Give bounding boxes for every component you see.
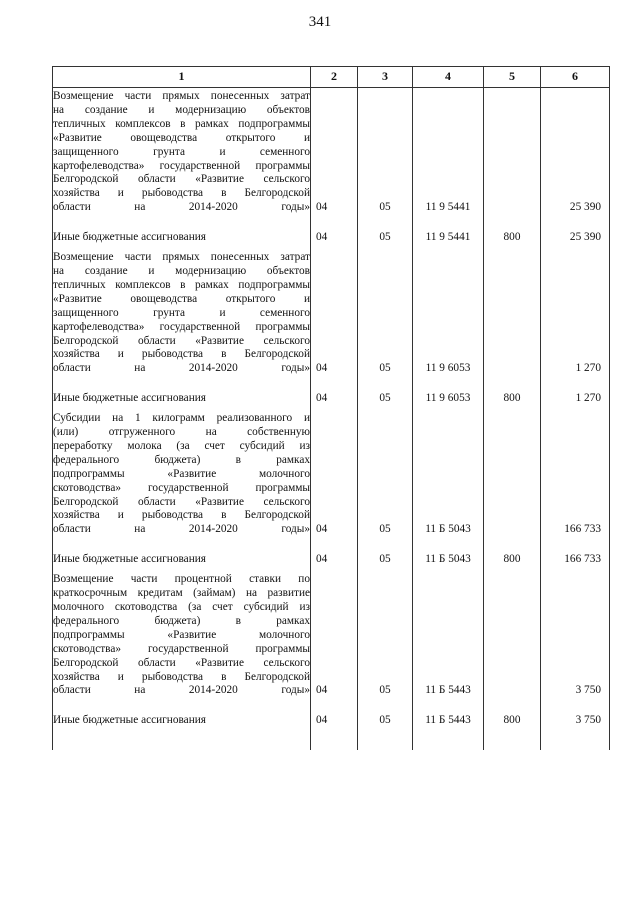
continuation-cell bbox=[413, 732, 484, 750]
cell-subsection: 05 bbox=[358, 218, 413, 249]
cell-target-article: 11 9 5441 bbox=[413, 88, 484, 219]
description-line: на создание и модернизацию объектов bbox=[53, 264, 310, 277]
row-description bbox=[53, 249, 311, 379]
header-col-4: 4 bbox=[413, 67, 484, 88]
description-line: Иные бюджетные ассигнования bbox=[53, 231, 206, 244]
description-line: хозяйства и рыбоводства в Белгородской bbox=[53, 187, 310, 200]
description-line: защищенного грунта и семенного bbox=[53, 145, 310, 158]
table-row bbox=[53, 571, 610, 701]
header-col-1: 1 bbox=[53, 67, 311, 88]
description-line: области на 2014-2020 годы» bbox=[53, 684, 310, 697]
description-line: «Развитие овощеводства открытого и bbox=[53, 131, 310, 144]
table-row bbox=[53, 218, 610, 249]
cell-section: 04 bbox=[311, 540, 358, 571]
description-line: Возмещение части прямых понесенных затрат bbox=[53, 251, 310, 264]
description-line: Иные бюджетные ассигнования bbox=[53, 553, 206, 566]
table-row bbox=[53, 379, 610, 410]
description-line: хозяйства и рыбоводства в Белгородской bbox=[53, 509, 310, 522]
description-line: подпрограммы «Развитие молочного bbox=[53, 467, 310, 480]
cell-section: 04 bbox=[311, 249, 358, 379]
description-line: подпрограммы «Развитие молочного bbox=[53, 628, 310, 641]
table-row bbox=[53, 410, 610, 540]
description-line: картофелеводства» государственной программы bbox=[53, 320, 310, 333]
cell-expense-type bbox=[484, 410, 541, 540]
table-header-row bbox=[53, 67, 610, 88]
description-line: области на 2014-2020 годы» bbox=[53, 362, 310, 375]
description-line: скотоводства» государственной программы bbox=[53, 481, 310, 494]
description-line: федерального бюджета) в рамках bbox=[53, 453, 310, 466]
cell-section: 04 bbox=[311, 410, 358, 540]
description-line: Возмещение части прямых понесенных затрат bbox=[53, 90, 310, 102]
cell-amount: 1 270 bbox=[541, 379, 610, 410]
cell-subsection: 05 bbox=[358, 249, 413, 379]
description-line: федерального бюджета) в рамках bbox=[53, 614, 310, 627]
cell-subsection: 05 bbox=[358, 410, 413, 540]
description-line: Возмещение части процентной ставки по bbox=[53, 573, 310, 586]
cell-target-article: 11 9 6053 bbox=[413, 379, 484, 410]
description-line: области на 2014-2020 годы» bbox=[53, 201, 310, 214]
cell-amount: 166 733 bbox=[541, 540, 610, 571]
cell-expense-type: 800 bbox=[484, 540, 541, 571]
description-line: на создание и модернизацию объектов bbox=[53, 103, 310, 116]
row-description bbox=[53, 88, 311, 219]
description-line: защищенного грунта и семенного bbox=[53, 306, 310, 319]
table-continuation bbox=[53, 732, 610, 750]
continuation-cell bbox=[358, 732, 413, 750]
row-description bbox=[53, 701, 311, 732]
description-line: Субсидии на 1 килограмм реализованного и bbox=[53, 412, 310, 425]
header-col-2: 2 bbox=[311, 67, 358, 88]
cell-subsection: 05 bbox=[358, 379, 413, 410]
description-line: молочного скотоводства (за счет субсидий из bbox=[53, 601, 310, 613]
description-line: Иные бюджетные ассигнования bbox=[53, 714, 206, 727]
cell-expense-type bbox=[484, 88, 541, 219]
cell-target-article: 11 Б 5043 bbox=[413, 540, 484, 571]
page-number: 341 bbox=[308, 14, 332, 30]
table-body bbox=[53, 88, 610, 751]
continuation-cell bbox=[484, 732, 541, 750]
description-line: Белгородской области «Развитие сельского bbox=[53, 334, 310, 347]
continuation-cell bbox=[541, 732, 610, 750]
header-col-5: 5 bbox=[484, 67, 541, 88]
description-line: Иные бюджетные ассигнования bbox=[53, 392, 206, 405]
cell-amount: 3 750 bbox=[541, 571, 610, 701]
cell-section: 04 bbox=[311, 218, 358, 249]
cell-section: 04 bbox=[311, 379, 358, 410]
table-row bbox=[53, 249, 610, 379]
cell-section: 04 bbox=[311, 571, 358, 701]
cell-amount: 166 733 bbox=[541, 410, 610, 540]
cell-section: 04 bbox=[311, 88, 358, 219]
cell-amount: 25 390 bbox=[541, 218, 610, 249]
cell-target-article: 11 9 6053 bbox=[413, 249, 484, 379]
description-line: Белгородской области «Развитие сельского bbox=[53, 495, 310, 508]
cell-target-article: 11 9 5441 bbox=[413, 218, 484, 249]
budget-table bbox=[52, 66, 610, 750]
description-line: (или) отгруженного на собственную bbox=[53, 426, 310, 439]
description-line: «Развитие овощеводства открытого и bbox=[53, 292, 310, 305]
header-col-6: 6 bbox=[541, 67, 610, 88]
cell-expense-type: 800 bbox=[484, 218, 541, 249]
cell-expense-type: 800 bbox=[484, 701, 541, 732]
row-description bbox=[53, 410, 311, 540]
cell-subsection: 05 bbox=[358, 88, 413, 219]
cell-amount: 3 750 bbox=[541, 701, 610, 732]
description-line: картофелеводства» государственной программы bbox=[53, 159, 310, 172]
cell-target-article: 11 Б 5443 bbox=[413, 701, 484, 732]
cell-subsection: 05 bbox=[358, 571, 413, 701]
table-row bbox=[53, 701, 610, 732]
description-line: области на 2014-2020 годы» bbox=[53, 523, 310, 536]
cell-expense-type bbox=[484, 249, 541, 379]
cell-amount: 25 390 bbox=[541, 88, 610, 219]
row-description bbox=[53, 571, 311, 701]
continuation-cell bbox=[53, 732, 311, 750]
cell-subsection: 05 bbox=[358, 701, 413, 732]
header-col-3: 3 bbox=[358, 67, 413, 88]
description-line: Белгородской области «Развитие сельского bbox=[53, 173, 310, 186]
description-line: хозяйства и рыбоводства в Белгородской bbox=[53, 670, 310, 683]
description-line: Белгородской области «Развитие сельского bbox=[53, 656, 310, 669]
row-description bbox=[53, 218, 311, 249]
description-line: скотоводства» государственной программы bbox=[53, 642, 310, 655]
cell-subsection: 05 bbox=[358, 540, 413, 571]
row-description bbox=[53, 379, 311, 410]
table-row bbox=[53, 88, 610, 219]
cell-expense-type: 800 bbox=[484, 379, 541, 410]
cell-expense-type bbox=[484, 571, 541, 701]
cell-target-article: 11 Б 5443 bbox=[413, 571, 484, 701]
cell-target-article: 11 Б 5043 bbox=[413, 410, 484, 540]
cell-section: 04 bbox=[311, 701, 358, 732]
continuation-cell bbox=[311, 732, 358, 750]
description-line: тепличных комплексов в рамках подпрограммы bbox=[53, 117, 310, 130]
description-line: тепличных комплексов в рамках подпрограммы bbox=[53, 278, 310, 291]
description-line: хозяйства и рыбоводства в Белгородской bbox=[53, 348, 310, 361]
table-row bbox=[53, 540, 610, 571]
cell-amount: 1 270 bbox=[541, 249, 610, 379]
row-description bbox=[53, 540, 311, 571]
description-line: краткосрочным кредитам (займам) на развитие bbox=[53, 587, 310, 600]
description-line: переработку молока (за счет субсидий из bbox=[53, 439, 310, 452]
